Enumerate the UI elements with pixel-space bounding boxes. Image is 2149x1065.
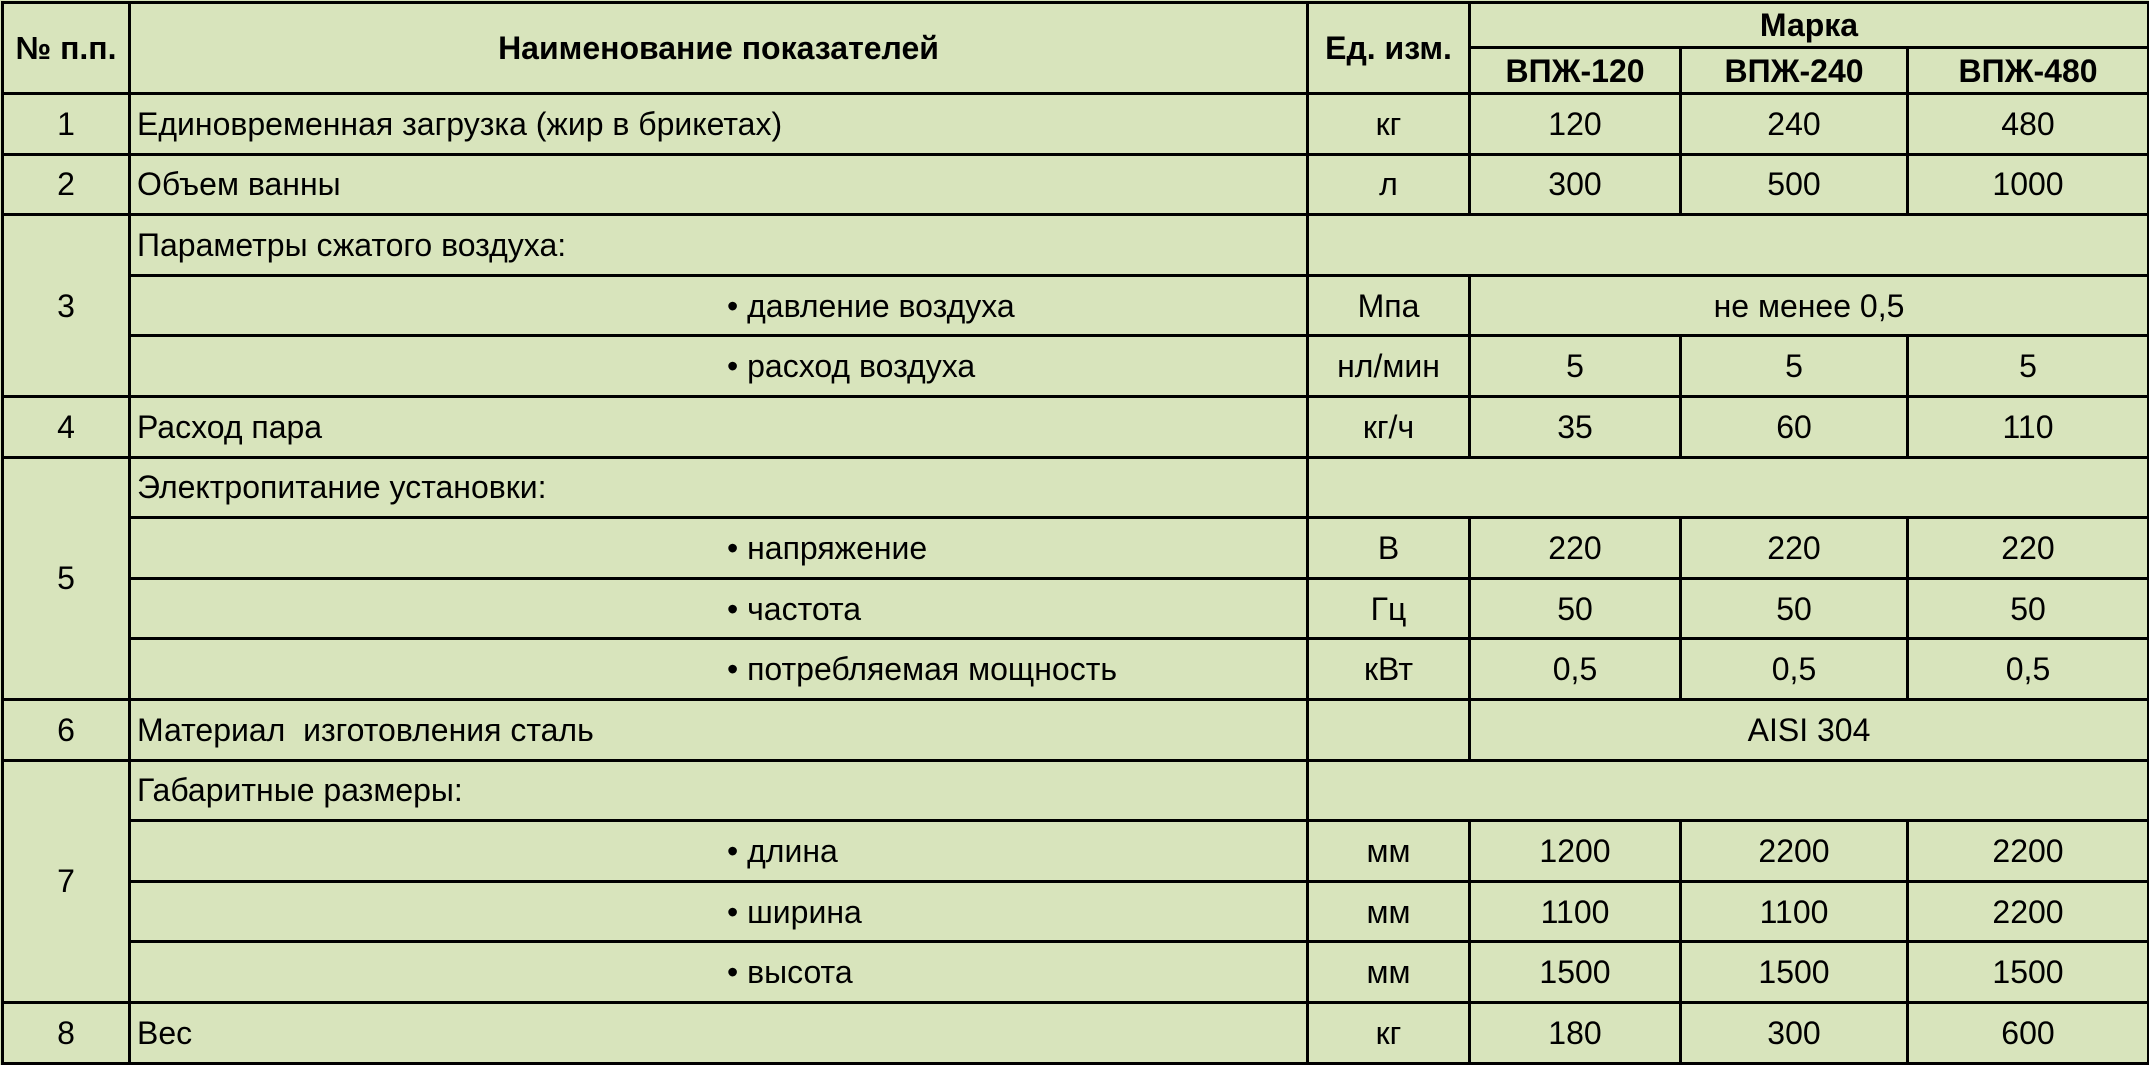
row-number: 6 <box>3 699 130 760</box>
row-value: 500 <box>1681 154 1908 215</box>
table-row <box>3 215 2149 276</box>
row-value: 220 <box>1908 518 2149 579</box>
row-value: 5 <box>1908 336 2149 397</box>
row-number: 8 <box>3 1002 130 1063</box>
row-unit: мм <box>1308 881 1470 942</box>
table-subrow <box>3 881 2149 942</box>
subrow-name: • высота <box>130 942 1308 1003</box>
row-value: 300 <box>1681 1002 1908 1063</box>
table-row <box>3 1002 2149 1063</box>
row-name: Электропитание установки: <box>130 457 1308 518</box>
empty-cell <box>1308 760 2149 821</box>
row-value: 1500 <box>1470 942 1681 1003</box>
row-unit: В <box>1308 518 1470 579</box>
row-unit: кг <box>1308 1002 1470 1063</box>
row-number: 5 <box>3 457 130 699</box>
row-value: 5 <box>1470 336 1681 397</box>
row-value: 180 <box>1470 1002 1681 1063</box>
row-name: Единовременная загрузка (жир в брикетах) <box>130 94 1308 155</box>
row-unit: Мпа <box>1308 275 1470 336</box>
subrow-name: • частота <box>130 578 1308 639</box>
row-value: 1200 <box>1470 821 1681 882</box>
row-number: 3 <box>3 215 130 397</box>
row-name: Материал изготовления сталь <box>130 699 1308 760</box>
header-model: ВПЖ-480 <box>1908 48 2149 94</box>
row-value: не менее 0,5 <box>1470 275 2149 336</box>
subrow-name: • потребляемая мощность <box>130 639 1308 700</box>
subrow-name: • ширина <box>130 881 1308 942</box>
row-unit: мм <box>1308 821 1470 882</box>
row-unit: кВт <box>1308 639 1470 700</box>
row-value: 5 <box>1681 336 1908 397</box>
row-name: Расход пара <box>130 396 1308 457</box>
row-value: 120 <box>1470 94 1681 155</box>
row-value: 0,5 <box>1470 639 1681 700</box>
row-value: 1100 <box>1470 881 1681 942</box>
table-subrow <box>3 942 2149 1003</box>
row-value: 1500 <box>1908 942 2149 1003</box>
table-row <box>3 760 2149 821</box>
row-number: 2 <box>3 154 130 215</box>
header-unit: Ед. изм. <box>1308 3 1470 94</box>
table-subrow <box>3 275 2149 336</box>
row-name: Габаритные размеры: <box>130 760 1308 821</box>
row-value: 50 <box>1681 578 1908 639</box>
row-number: 7 <box>3 760 130 1002</box>
row-name: Параметры сжатого воздуха: <box>130 215 1308 276</box>
row-name: Объем ванны <box>130 154 1308 215</box>
row-value: AISI 304 <box>1470 699 2149 760</box>
empty-cell <box>1308 457 2149 518</box>
header-model: ВПЖ-240 <box>1681 48 1908 94</box>
row-value: 2200 <box>1908 821 2149 882</box>
row-value: 35 <box>1470 396 1681 457</box>
row-value: 480 <box>1908 94 2149 155</box>
row-value: 50 <box>1908 578 2149 639</box>
row-unit: кг <box>1308 94 1470 155</box>
table-subrow <box>3 639 2149 700</box>
subrow-name: • напряжение <box>130 518 1308 579</box>
row-value: 50 <box>1470 578 1681 639</box>
subrow-name: • длина <box>130 821 1308 882</box>
row-value: 240 <box>1681 94 1908 155</box>
row-unit: нл/мин <box>1308 336 1470 397</box>
row-value: 600 <box>1908 1002 2149 1063</box>
row-name: Вес <box>130 1002 1308 1063</box>
table-subrow <box>3 336 2149 397</box>
row-value: 1500 <box>1681 942 1908 1003</box>
row-number: 1 <box>3 94 130 155</box>
table-row <box>3 457 2149 518</box>
table-row <box>3 699 2149 760</box>
row-unit: Гц <box>1308 578 1470 639</box>
row-value: 2200 <box>1681 821 1908 882</box>
row-unit: л <box>1308 154 1470 215</box>
table-row <box>3 154 2149 215</box>
row-value: 110 <box>1908 396 2149 457</box>
row-value: 0,5 <box>1681 639 1908 700</box>
table-subrow <box>3 518 2149 579</box>
table-subrow <box>3 578 2149 639</box>
row-unit: кг/ч <box>1308 396 1470 457</box>
header-model: ВПЖ-120 <box>1470 48 1681 94</box>
row-value: 220 <box>1681 518 1908 579</box>
row-value: 2200 <box>1908 881 2149 942</box>
subrow-name: • расход воздуха <box>130 336 1308 397</box>
subrow-name: • давление воздуха <box>130 275 1308 336</box>
header-row-1 <box>3 3 2149 48</box>
row-value: 0,5 <box>1908 639 2149 700</box>
row-value: 1000 <box>1908 154 2149 215</box>
table-row <box>3 94 2149 155</box>
row-value: 300 <box>1470 154 1681 215</box>
row-number: 4 <box>3 396 130 457</box>
specs-table <box>1 1 2149 1065</box>
row-value: 60 <box>1681 396 1908 457</box>
header-num: № п.п. <box>3 3 130 94</box>
empty-cell <box>1308 215 2149 276</box>
table-row <box>3 396 2149 457</box>
header-brand: Марка <box>1470 3 2149 48</box>
row-value: 220 <box>1470 518 1681 579</box>
header-name: Наименование показателей <box>130 3 1308 94</box>
row-unit: мм <box>1308 942 1470 1003</box>
row-unit <box>1308 699 1470 760</box>
row-value: 1100 <box>1681 881 1908 942</box>
table-subrow <box>3 821 2149 882</box>
